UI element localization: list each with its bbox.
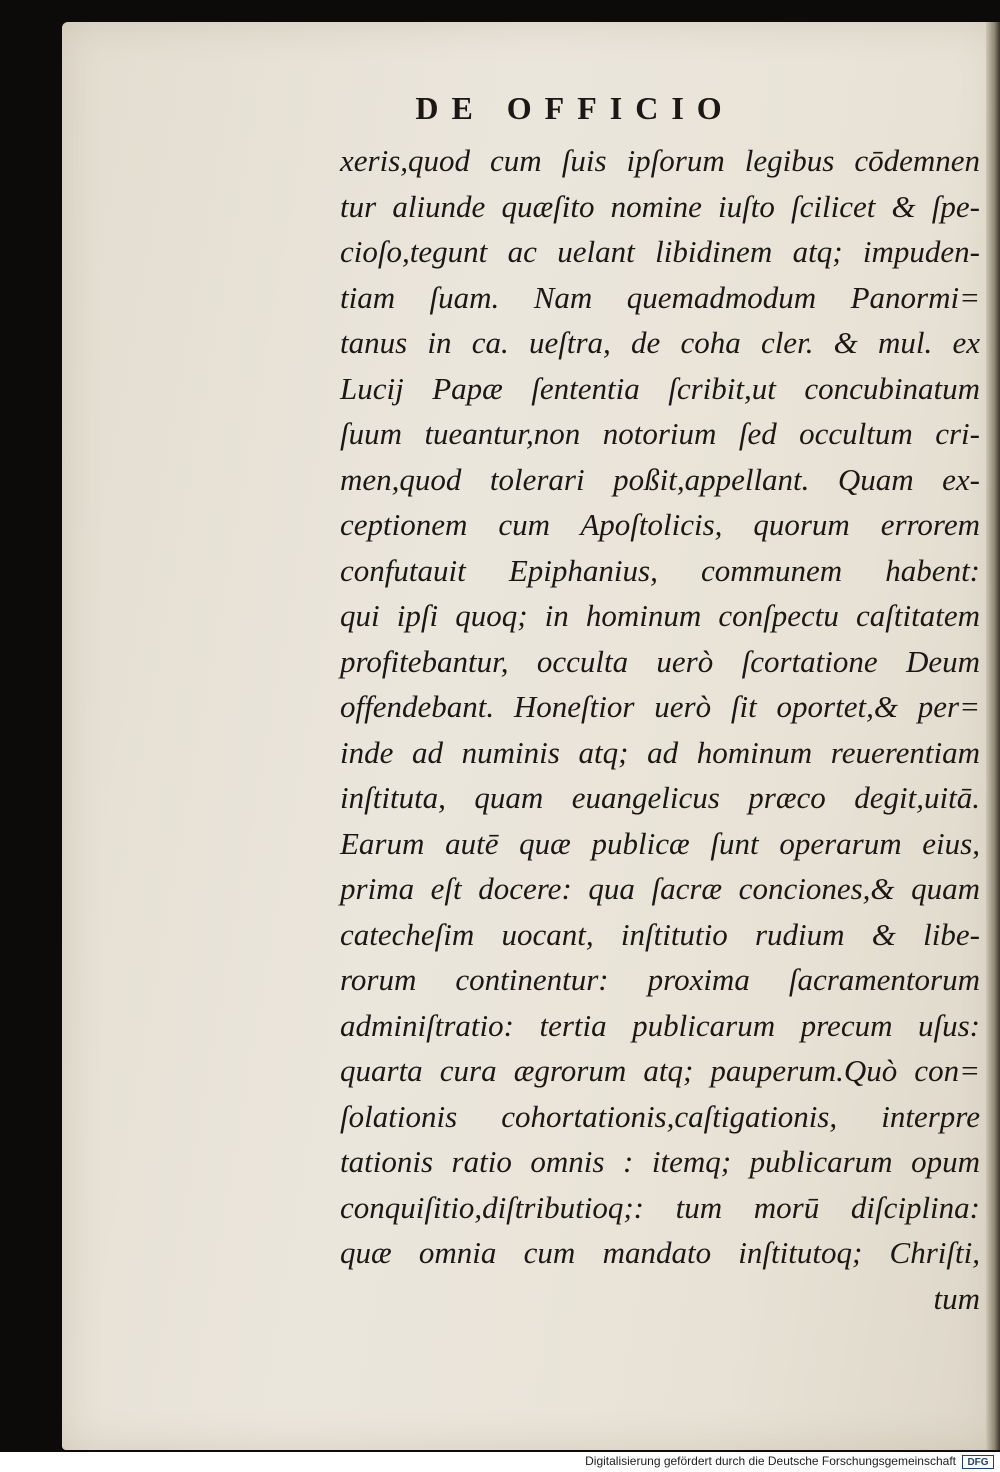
- text-line: offendebant. Honeſtior uerò ſit oportet,& per=: [340, 689, 980, 724]
- footer-bar: [0, 1452, 1000, 1472]
- text-line: quarta cura ægrorum atq; pauperum.Quò con=: [340, 1053, 980, 1088]
- text-line: catecheſim uocant, inſtitutio rudium & libe-: [340, 916, 980, 952]
- text-line: ſuum tueantur,non notorium ſed occultum cri-: [340, 416, 980, 451]
- text-line: inſtituta, quam euangelicus præco degit,uitā.: [340, 780, 980, 815]
- text-line: conquiſitio,diſtributioq;: tum morū diſciplina:: [340, 1189, 980, 1225]
- text-line: tationis ratio omnis : itemq; publicarum opum: [340, 1144, 980, 1179]
- dfg-logo-icon: DFG: [962, 1455, 994, 1469]
- text-line: xeris,quod cum ſuis ipſorum legibus cōdemnen: [340, 143, 980, 178]
- text-line: cioſo,tegunt ac uelant libidinem atq; impuden-: [340, 234, 980, 269]
- text-line: tur aliunde quæſito nomine iuſto ſcilicet & ſpe-: [340, 188, 980, 224]
- text-line: tiam ſuam. Nam quemadmodum Panormi=: [340, 279, 980, 315]
- text-line: inde ad numinis atq; ad hominum reuerentiam: [340, 734, 980, 770]
- text-line: Lucij Papæ ſententia ſcribit,ut concubinatum: [340, 370, 980, 406]
- text-line: Earum autē quæ publicæ ſunt operarum eius,: [340, 825, 980, 861]
- text-line: ſolationis cohortationis,caſtigationis, interpre: [340, 1098, 980, 1134]
- text-line: men,quod tolerari poßit,appellant. Quam ex-: [340, 461, 980, 497]
- body-text: [340, 138, 980, 1321]
- running-head: DE OFFICIO: [415, 90, 735, 126]
- text-line: tum: [933, 1280, 980, 1316]
- text-line: adminiſtratio: tertia publicarum precum uſus:: [340, 1007, 980, 1043]
- text-line: prima eſt docere: qua ſacræ conciones,& quam: [340, 871, 980, 906]
- text-line: rorum continentur: proxima ſacramentorum: [340, 962, 980, 997]
- text-line: confutauit Epiphanius, communem habent:: [340, 552, 980, 588]
- text-line: ceptionem cum Apoſtolicis, quorum errorem: [340, 507, 980, 542]
- page-edge-shadow: [986, 22, 1000, 1450]
- text-line: qui ipſi quoq; in hominum conſpectu caſtitatem: [340, 598, 980, 633]
- footer-credit: Digitalisierung gefördert durch die Deutsche Forschungsgemeinschaft: [585, 1454, 956, 1468]
- text-line: tanus in ca. ueſtra, de coha cler. & mul. ex: [340, 325, 980, 360]
- text-line: quæ omnia cum mandato inſtitutoq; Chriſti,: [340, 1235, 980, 1270]
- text-line: profitebantur, occulta uerò ſcortatione Deum: [340, 643, 980, 679]
